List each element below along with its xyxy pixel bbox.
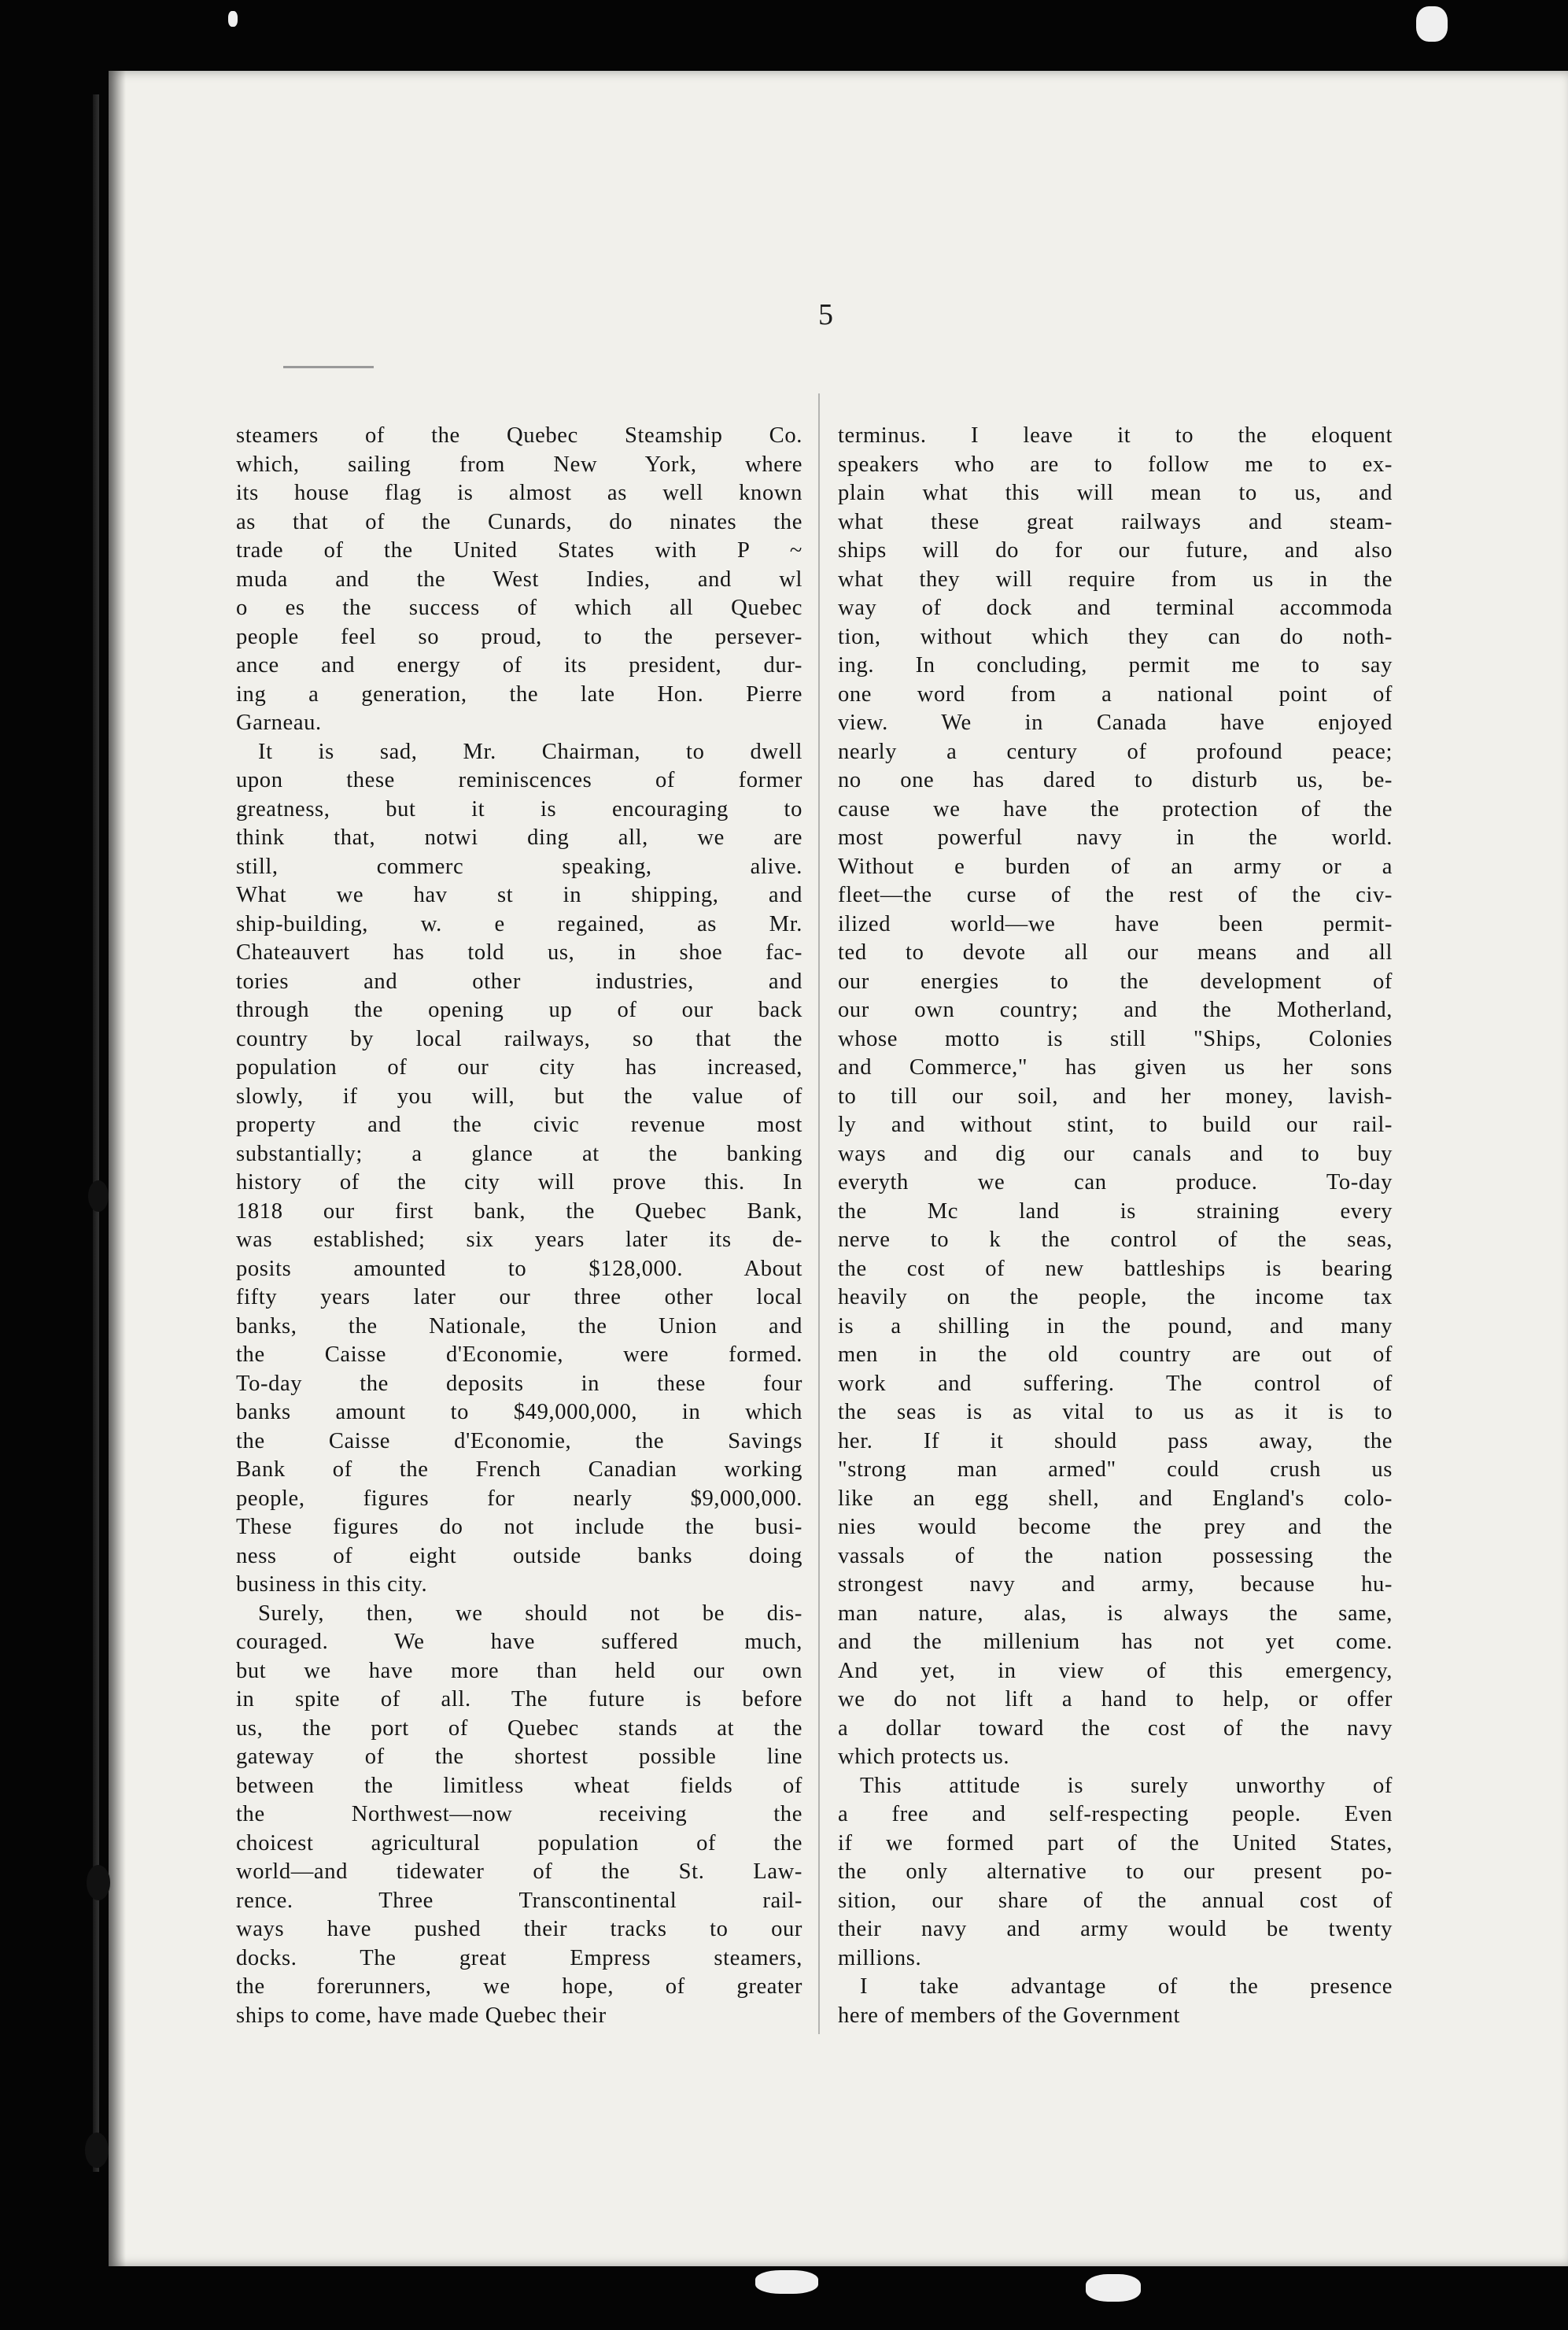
text-line: in spite of all. The future is before bbox=[236, 1687, 802, 1711]
text-line: ways and dig our canals and to buy bbox=[838, 1141, 1393, 1166]
text-line: our own country; and the Motherland, bbox=[838, 998, 1393, 1022]
text-line: millions. bbox=[838, 1945, 922, 1970]
text-line: ted to devote all our means and all bbox=[838, 940, 1393, 965]
text-line: heavily on the people, the income tax bbox=[838, 1285, 1393, 1309]
text-line: Garneau. bbox=[236, 711, 322, 735]
text-line: ly and without stint, to build our rail- bbox=[838, 1113, 1393, 1137]
text-line: people feel so proud, to the persever- bbox=[236, 624, 802, 649]
text-line: and the millenium has not yet come. bbox=[838, 1630, 1393, 1654]
text-line: rence. Three Transcontinental rail- bbox=[236, 1888, 802, 1913]
text-line: ways have pushed their tracks to our bbox=[236, 1917, 802, 1941]
text-line: It is sad, Mr. Chairman, to dwell bbox=[258, 739, 802, 764]
text-line: banks amount to $49,000,000, in which bbox=[236, 1400, 802, 1424]
text-line: nerve to k the control of the seas, bbox=[838, 1228, 1393, 1252]
text-line: and Commerce," has given us her sons bbox=[838, 1055, 1393, 1080]
text-line: ilized world—we have been permit- bbox=[838, 911, 1393, 936]
text-line: ing. In concluding, permit me to say bbox=[838, 653, 1393, 678]
text-line: This attitude is surely unworthy of bbox=[860, 1773, 1393, 1798]
text-line: "strong man armed" could crush us bbox=[838, 1457, 1393, 1482]
text-line: ing a generation, the late Hon. Pierre bbox=[236, 681, 802, 707]
text-line: docks. The great Empress steamers, bbox=[236, 1945, 802, 1970]
text-line: substantially; a glance at the banking bbox=[236, 1141, 802, 1166]
text-line: the Mc land is straining every bbox=[838, 1198, 1393, 1224]
film-speck bbox=[228, 11, 238, 27]
text-line: choicest agricultural population of the bbox=[236, 1830, 802, 1856]
text-line: What we hav st in shipping, and bbox=[236, 883, 802, 907]
top-rule bbox=[283, 366, 374, 368]
text-line: between the limitless wheat fields of bbox=[236, 1773, 802, 1798]
text-line: to till our soil, and her money, lavish- bbox=[838, 1084, 1393, 1109]
text-line: most powerful navy in the world. bbox=[838, 825, 1393, 850]
text-line: is a shilling in the pound, and many bbox=[838, 1313, 1393, 1339]
text-line: upon these reminiscences of former bbox=[236, 768, 802, 792]
text-line: fleet—the curse of the rest of the civ- bbox=[838, 883, 1393, 907]
text-line: To-day the deposits in these four bbox=[236, 1371, 802, 1396]
binding-edge bbox=[93, 94, 99, 2172]
text-line: tion, without which they can do noth- bbox=[838, 624, 1393, 649]
page-number: 5 bbox=[818, 298, 833, 331]
text-line: still, commerc speaking, alive. bbox=[236, 854, 802, 879]
text-line: way of dock and terminal accommoda bbox=[838, 596, 1393, 620]
text-line: whose motto is still "Ships, Colonies bbox=[838, 1026, 1393, 1051]
text-line: 1818 our first bank, the Quebec Bank, bbox=[236, 1198, 802, 1224]
text-line: the forerunners, we hope, of greater bbox=[236, 1974, 802, 1999]
text-line: which, sailing from New York, where bbox=[236, 452, 802, 477]
text-line: man nature, alas, is always the same, bbox=[838, 1601, 1393, 1626]
text-line: one word from a national point of bbox=[838, 681, 1393, 707]
text-line: was established; six years later its de- bbox=[236, 1228, 802, 1252]
text-line: tories and other industries, and bbox=[236, 969, 802, 994]
text-line: o es the success of which all Quebec bbox=[236, 596, 802, 620]
text-line: think that, notwi ding all, we are bbox=[236, 825, 802, 850]
text-line: population of our city has increased, bbox=[236, 1055, 802, 1080]
text-line: a dollar toward the cost of the navy bbox=[838, 1715, 1393, 1741]
text-line: as that of the Cunards, do ninates the bbox=[236, 509, 802, 534]
text-line: business in this city. bbox=[236, 1572, 428, 1597]
text-line: like an egg shell, and England's colo- bbox=[838, 1486, 1393, 1511]
column-divider bbox=[818, 393, 820, 2034]
text-line: cause we have the protection of the bbox=[838, 796, 1393, 822]
text-line: nies would become the prey and the bbox=[838, 1515, 1393, 1539]
text-line: we do not lift a hand to help, or offer bbox=[838, 1687, 1393, 1711]
text-line: people, figures for nearly $9,000,000. bbox=[236, 1486, 802, 1511]
text-line: the Northwest—now receiving the bbox=[236, 1802, 802, 1826]
text-line: I take advantage of the presence bbox=[860, 1974, 1393, 1999]
text-line: the cost of new battleships is bearing bbox=[838, 1256, 1393, 1281]
text-line: steamers of the Quebec Steamship Co. bbox=[236, 423, 802, 448]
text-line: what these great railways and steam- bbox=[838, 509, 1393, 534]
text-line: the Caisse d'Economie, were formed. bbox=[236, 1342, 802, 1367]
text-line: its house flag is almost as well known bbox=[236, 481, 802, 505]
text-line: history of the city will prove this. In bbox=[236, 1170, 802, 1195]
margin-mark bbox=[87, 1865, 110, 1900]
text-line: which protects us. bbox=[838, 1745, 1010, 1769]
text-line: here of members of the Government bbox=[838, 2003, 1181, 2028]
text-line: plain what this will mean to us, and bbox=[838, 481, 1393, 505]
text-line: Bank of the French Canadian working bbox=[236, 1457, 802, 1482]
text-line: but we have more than held our own bbox=[236, 1658, 802, 1683]
text-line: view. We in Canada have enjoyed bbox=[838, 711, 1393, 735]
text-line: if we formed part of the United States, bbox=[838, 1830, 1393, 1856]
text-line: ance and energy of its president, dur- bbox=[236, 653, 802, 678]
film-speck bbox=[1086, 2274, 1141, 2302]
text-line: our energies to the development of bbox=[838, 969, 1393, 994]
text-line: their navy and army would be twenty bbox=[838, 1917, 1393, 1941]
left-column bbox=[236, 422, 802, 2030]
text-line: muda and the West Indies, and wl bbox=[236, 567, 802, 592]
text-line: Surely, then, we should not be dis- bbox=[258, 1601, 802, 1626]
right-column bbox=[838, 422, 1393, 2030]
text-line: banks, the Nationale, the Union and bbox=[236, 1313, 802, 1339]
text-line: fifty years later our three other local bbox=[236, 1285, 802, 1309]
text-line: And yet, in view of this emergency, bbox=[838, 1658, 1393, 1683]
text-line: nearly a century of profound peace; bbox=[838, 739, 1393, 764]
text-line: posits amounted to $128,000. About bbox=[236, 1256, 802, 1281]
text-line: Without e burden of an army or a bbox=[838, 854, 1393, 879]
text-line: ship-building, w. e regained, as Mr. bbox=[236, 911, 802, 936]
text-line: ships to come, have made Quebec their bbox=[236, 2003, 607, 2028]
text-line: Chateauvert has told us, in shoe fac- bbox=[236, 940, 802, 965]
text-line: no one has dared to disturb us, be- bbox=[838, 768, 1393, 792]
text-line: the seas is as vital to us as it is to bbox=[838, 1400, 1393, 1424]
text-line: the only alternative to our present po- bbox=[838, 1859, 1393, 1884]
text-line: world—and tidewater of the St. Law- bbox=[236, 1859, 802, 1884]
right-column-text bbox=[838, 422, 1393, 2030]
text-line: ness of eight outside banks doing bbox=[236, 1543, 802, 1568]
text-line: men in the old country are out of bbox=[838, 1342, 1393, 1367]
text-line: us, the port of Quebec stands at the bbox=[236, 1715, 802, 1741]
text-line: what they will require from us in the bbox=[838, 567, 1393, 592]
margin-mark bbox=[85, 2132, 109, 2168]
text-line: property and the civic revenue most bbox=[236, 1113, 802, 1137]
text-line: ships will do for our future, and also bbox=[838, 538, 1393, 563]
text-line: country by local railways, so that the bbox=[236, 1026, 802, 1051]
text-line: through the opening up of our back bbox=[236, 998, 802, 1022]
text-line: couraged. We have suffered much, bbox=[236, 1630, 802, 1654]
text-line: her. If it should pass away, the bbox=[838, 1428, 1393, 1453]
text-line: everyth we can produce. To-day bbox=[838, 1170, 1393, 1195]
text-line: work and suffering. The control of bbox=[838, 1371, 1393, 1396]
text-line: strongest navy and army, because hu- bbox=[838, 1572, 1393, 1597]
text-line: terminus. I leave it to the eloquent bbox=[838, 423, 1393, 448]
left-column-text bbox=[236, 422, 802, 2030]
text-line: trade of the United States with P ~ bbox=[236, 538, 802, 563]
page-edge-shadow bbox=[109, 71, 126, 2266]
text-line: the Caisse d'Economie, the Savings bbox=[236, 1428, 802, 1453]
text-line: greatness, but it is encouraging to bbox=[236, 796, 802, 822]
text-line: These figures do not include the busi- bbox=[236, 1515, 802, 1539]
text-line: sition, our share of the annual cost of bbox=[838, 1888, 1393, 1913]
text-line: speakers who are to follow me to ex- bbox=[838, 452, 1393, 477]
text-line: slowly, if you will, but the value of bbox=[236, 1084, 802, 1109]
text-line: gateway of the shortest possible line bbox=[236, 1745, 802, 1769]
margin-mark bbox=[88, 1180, 109, 1212]
text-line: vassals of the nation possessing the bbox=[838, 1543, 1393, 1568]
film-speck bbox=[755, 2270, 818, 2294]
film-speck bbox=[1416, 6, 1448, 42]
text-line: a free and self-respecting people. Even bbox=[838, 1802, 1393, 1826]
